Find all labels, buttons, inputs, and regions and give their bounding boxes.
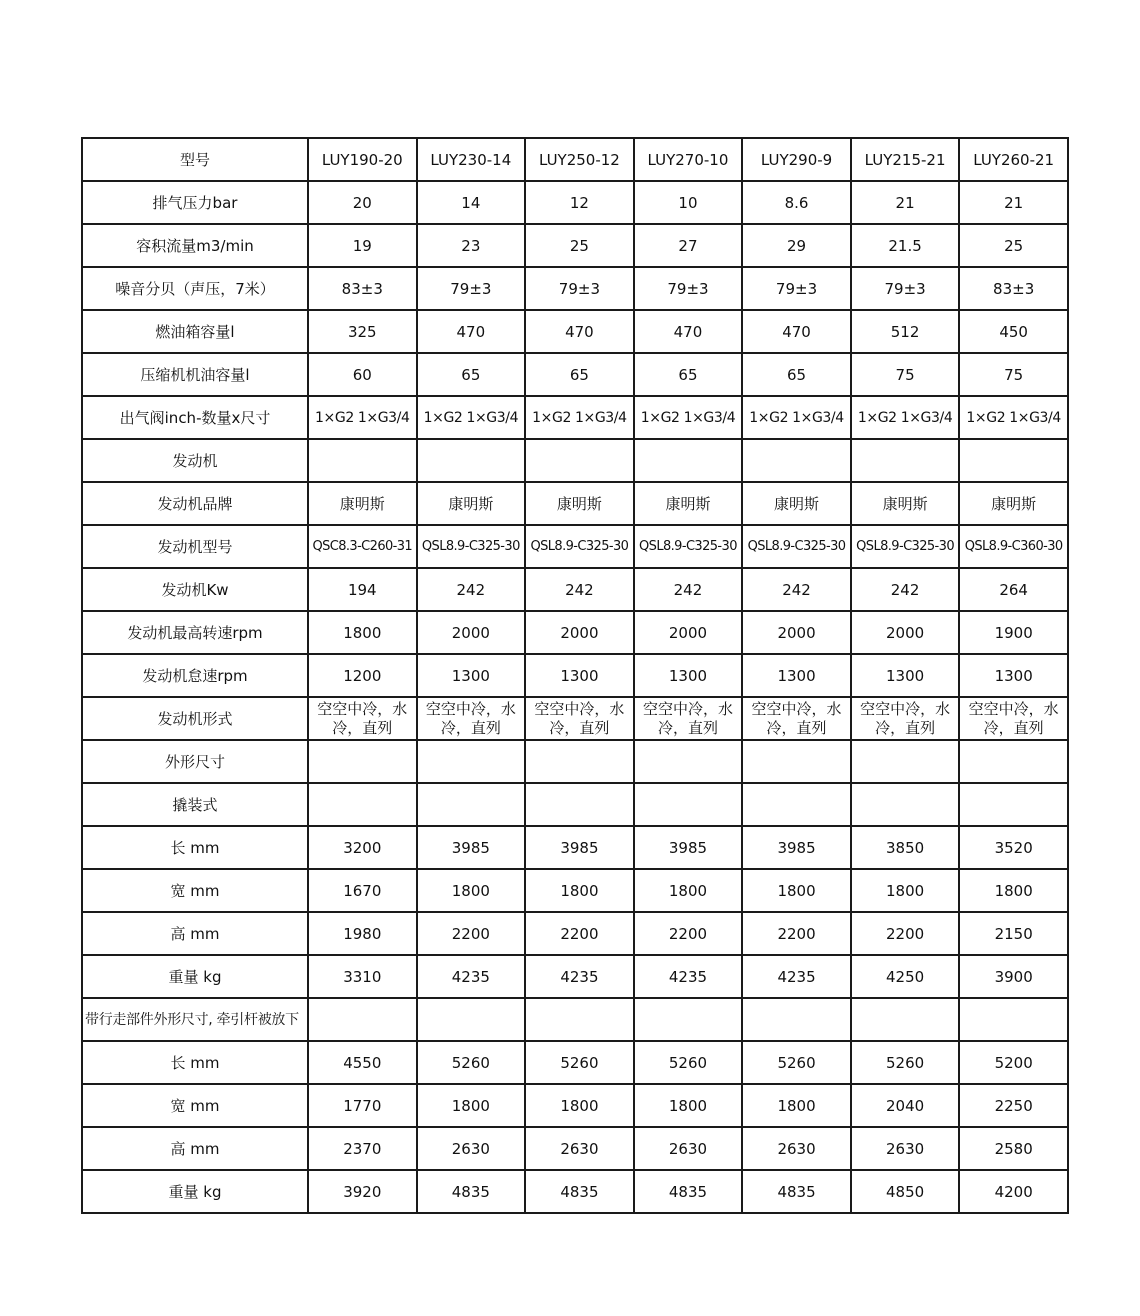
value-cell: 1800 bbox=[742, 1084, 851, 1127]
table-row bbox=[82, 955, 1068, 998]
value-cell bbox=[742, 998, 851, 1041]
value-cell: 1300 bbox=[851, 654, 960, 697]
value-cell: 79±3 bbox=[525, 267, 634, 310]
value-cell: 65 bbox=[742, 353, 851, 396]
value-cell: 5260 bbox=[742, 1041, 851, 1084]
table-row bbox=[82, 181, 1068, 224]
row-label-cell: 发动机最高转速rpm bbox=[82, 611, 308, 654]
model-header-cell: LUY215-21 bbox=[851, 138, 960, 181]
value-cell: 4200 bbox=[959, 1170, 1068, 1213]
value-cell: 4235 bbox=[634, 955, 743, 998]
model-header-cell: LUY260-21 bbox=[959, 138, 1068, 181]
value-cell bbox=[634, 439, 743, 482]
table-row bbox=[82, 525, 1068, 568]
value-cell: 空空中冷，水冷，直列 bbox=[308, 697, 417, 740]
value-cell: 2000 bbox=[417, 611, 526, 654]
value-cell: 4235 bbox=[417, 955, 526, 998]
model-header-cell: LUY190-20 bbox=[308, 138, 417, 181]
value-cell: 康明斯 bbox=[742, 482, 851, 525]
value-cell: 1800 bbox=[525, 1084, 634, 1127]
value-cell: 2150 bbox=[959, 912, 1068, 955]
row-label-cell: 发动机怠速rpm bbox=[82, 654, 308, 697]
value-cell: 242 bbox=[742, 568, 851, 611]
value-cell bbox=[851, 439, 960, 482]
table-row bbox=[82, 912, 1068, 955]
value-cell: 83±3 bbox=[959, 267, 1068, 310]
value-cell: 康明斯 bbox=[525, 482, 634, 525]
value-cell bbox=[959, 783, 1068, 826]
row-label-cell: 重量 kg bbox=[82, 1170, 308, 1213]
value-cell: 14 bbox=[417, 181, 526, 224]
value-cell: 3985 bbox=[525, 826, 634, 869]
value-cell: 1×G2 1×G3/4 bbox=[634, 396, 743, 439]
row-label-cell: 发动机形式 bbox=[82, 697, 308, 740]
table-row bbox=[82, 654, 1068, 697]
value-cell: 1300 bbox=[417, 654, 526, 697]
value-cell: 空空中冷，水冷，直列 bbox=[417, 697, 526, 740]
row-label-cell: 出气阀inch-数量x尺寸 bbox=[82, 396, 308, 439]
value-cell: 79±3 bbox=[742, 267, 851, 310]
value-cell: 2370 bbox=[308, 1127, 417, 1170]
table-row bbox=[82, 998, 1068, 1041]
header-label-cell: 型号 bbox=[82, 138, 308, 181]
value-cell: 2630 bbox=[742, 1127, 851, 1170]
value-cell: 4550 bbox=[308, 1041, 417, 1084]
model-header-cell: LUY250-12 bbox=[525, 138, 634, 181]
value-cell: 2630 bbox=[851, 1127, 960, 1170]
value-cell: 25 bbox=[959, 224, 1068, 267]
value-cell bbox=[525, 439, 634, 482]
value-cell: 5260 bbox=[634, 1041, 743, 1084]
value-cell: 75 bbox=[851, 353, 960, 396]
value-cell: 450 bbox=[959, 310, 1068, 353]
table-row bbox=[82, 568, 1068, 611]
value-cell: 19 bbox=[308, 224, 417, 267]
value-cell: 60 bbox=[308, 353, 417, 396]
value-cell: 242 bbox=[417, 568, 526, 611]
value-cell bbox=[742, 439, 851, 482]
table-row bbox=[82, 310, 1068, 353]
value-cell: 2200 bbox=[634, 912, 743, 955]
value-cell: 1×G2 1×G3/4 bbox=[851, 396, 960, 439]
value-cell: 2200 bbox=[525, 912, 634, 955]
value-cell bbox=[525, 998, 634, 1041]
value-cell: 79±3 bbox=[417, 267, 526, 310]
value-cell: 1×G2 1×G3/4 bbox=[417, 396, 526, 439]
value-cell: 空空中冷，水冷，直列 bbox=[959, 697, 1068, 740]
value-cell: 1770 bbox=[308, 1084, 417, 1127]
value-cell: 470 bbox=[417, 310, 526, 353]
value-cell: 2000 bbox=[851, 611, 960, 654]
value-cell: 1800 bbox=[308, 611, 417, 654]
value-cell: 康明斯 bbox=[417, 482, 526, 525]
table-row bbox=[82, 353, 1068, 396]
table-row bbox=[82, 783, 1068, 826]
value-cell: 4235 bbox=[525, 955, 634, 998]
value-cell: 2000 bbox=[634, 611, 743, 654]
value-cell: 4835 bbox=[634, 1170, 743, 1213]
value-cell: 2630 bbox=[634, 1127, 743, 1170]
value-cell: 3900 bbox=[959, 955, 1068, 998]
value-cell: 康明斯 bbox=[851, 482, 960, 525]
row-label-cell: 容积流量m3/min bbox=[82, 224, 308, 267]
value-cell: QSL8.9-C360-30 bbox=[959, 525, 1068, 568]
value-cell: 2630 bbox=[417, 1127, 526, 1170]
value-cell: QSL8.9-C325-30 bbox=[417, 525, 526, 568]
value-cell: 1980 bbox=[308, 912, 417, 955]
value-cell: 3310 bbox=[308, 955, 417, 998]
value-cell: 65 bbox=[525, 353, 634, 396]
table-row bbox=[82, 869, 1068, 912]
row-label-cell: 重量 kg bbox=[82, 955, 308, 998]
value-cell: QSC8.3-C260-31 bbox=[308, 525, 417, 568]
value-cell bbox=[851, 740, 960, 783]
row-label-cell: 发动机Kw bbox=[82, 568, 308, 611]
value-cell: 1800 bbox=[742, 869, 851, 912]
value-cell bbox=[851, 998, 960, 1041]
value-cell bbox=[959, 439, 1068, 482]
value-cell: 2630 bbox=[525, 1127, 634, 1170]
value-cell: 29 bbox=[742, 224, 851, 267]
value-cell: QSL8.9-C325-30 bbox=[634, 525, 743, 568]
value-cell: 2200 bbox=[742, 912, 851, 955]
value-cell: 242 bbox=[634, 568, 743, 611]
value-cell: 康明斯 bbox=[308, 482, 417, 525]
value-cell: 5260 bbox=[851, 1041, 960, 1084]
value-cell: 康明斯 bbox=[634, 482, 743, 525]
value-cell: 2200 bbox=[417, 912, 526, 955]
model-header-cell: LUY290-9 bbox=[742, 138, 851, 181]
value-cell bbox=[308, 783, 417, 826]
model-header-cell: LUY270-10 bbox=[634, 138, 743, 181]
value-cell: 470 bbox=[634, 310, 743, 353]
value-cell: 325 bbox=[308, 310, 417, 353]
table-row bbox=[82, 267, 1068, 310]
table-row bbox=[82, 611, 1068, 654]
value-cell: 65 bbox=[417, 353, 526, 396]
value-cell: 3520 bbox=[959, 826, 1068, 869]
value-cell: 4835 bbox=[417, 1170, 526, 1213]
table-header-row bbox=[82, 138, 1068, 181]
value-cell: 21 bbox=[851, 181, 960, 224]
value-cell bbox=[417, 740, 526, 783]
row-label-cell: 噪音分贝（声压，7米） bbox=[82, 267, 308, 310]
value-cell: 4250 bbox=[851, 955, 960, 998]
row-label-cell: 长 mm bbox=[82, 826, 308, 869]
value-cell: 1670 bbox=[308, 869, 417, 912]
table-row bbox=[82, 224, 1068, 267]
value-cell: 1300 bbox=[959, 654, 1068, 697]
row-label-cell: 高 mm bbox=[82, 1127, 308, 1170]
value-cell: 1800 bbox=[959, 869, 1068, 912]
table-row bbox=[82, 482, 1068, 525]
value-cell: 83±3 bbox=[308, 267, 417, 310]
value-cell: 3920 bbox=[308, 1170, 417, 1213]
value-cell: 1800 bbox=[851, 869, 960, 912]
value-cell bbox=[634, 783, 743, 826]
value-cell bbox=[417, 439, 526, 482]
value-cell: 2000 bbox=[742, 611, 851, 654]
value-cell: 10 bbox=[634, 181, 743, 224]
row-label-cell: 高 mm bbox=[82, 912, 308, 955]
value-cell bbox=[742, 740, 851, 783]
value-cell: 27 bbox=[634, 224, 743, 267]
value-cell: 242 bbox=[851, 568, 960, 611]
value-cell: 1800 bbox=[417, 869, 526, 912]
value-cell bbox=[308, 740, 417, 783]
value-cell: 512 bbox=[851, 310, 960, 353]
value-cell: 1800 bbox=[417, 1084, 526, 1127]
table-row bbox=[82, 396, 1068, 439]
value-cell bbox=[525, 740, 634, 783]
value-cell: 1300 bbox=[525, 654, 634, 697]
table-row bbox=[82, 1084, 1068, 1127]
value-cell: 1300 bbox=[742, 654, 851, 697]
value-cell: 65 bbox=[634, 353, 743, 396]
row-label-cell: 外形尺寸 bbox=[82, 740, 308, 783]
model-header-cell: LUY230-14 bbox=[417, 138, 526, 181]
row-label-cell: 发动机型号 bbox=[82, 525, 308, 568]
row-label-cell: 撬装式 bbox=[82, 783, 308, 826]
value-cell: 2200 bbox=[851, 912, 960, 955]
value-cell: 3985 bbox=[742, 826, 851, 869]
table-row bbox=[82, 826, 1068, 869]
value-cell: 4835 bbox=[742, 1170, 851, 1213]
table-row bbox=[82, 1170, 1068, 1213]
row-label-cell: 排气压力bar bbox=[82, 181, 308, 224]
spec-table bbox=[81, 137, 1069, 1214]
value-cell: 1800 bbox=[634, 1084, 743, 1127]
value-cell: 79±3 bbox=[851, 267, 960, 310]
value-cell: 1×G2 1×G3/4 bbox=[959, 396, 1068, 439]
value-cell: 1200 bbox=[308, 654, 417, 697]
value-cell: 空空中冷，水冷，直列 bbox=[742, 697, 851, 740]
value-cell: 23 bbox=[417, 224, 526, 267]
value-cell: QSL8.9-C325-30 bbox=[525, 525, 634, 568]
value-cell: 1800 bbox=[634, 869, 743, 912]
value-cell bbox=[525, 783, 634, 826]
value-cell: 194 bbox=[308, 568, 417, 611]
value-cell bbox=[417, 783, 526, 826]
value-cell: 3200 bbox=[308, 826, 417, 869]
value-cell: 242 bbox=[525, 568, 634, 611]
value-cell bbox=[308, 998, 417, 1041]
value-cell bbox=[959, 998, 1068, 1041]
value-cell: 1×G2 1×G3/4 bbox=[525, 396, 634, 439]
table-row bbox=[82, 1127, 1068, 1170]
value-cell: 5260 bbox=[417, 1041, 526, 1084]
row-label-cell: 发动机 bbox=[82, 439, 308, 482]
value-cell: 3985 bbox=[634, 826, 743, 869]
row-label-cell: 燃油箱容量l bbox=[82, 310, 308, 353]
value-cell: 1×G2 1×G3/4 bbox=[742, 396, 851, 439]
value-cell: 康明斯 bbox=[959, 482, 1068, 525]
value-cell: 3985 bbox=[417, 826, 526, 869]
value-cell bbox=[742, 783, 851, 826]
value-cell: 1×G2 1×G3/4 bbox=[308, 396, 417, 439]
value-cell: 5260 bbox=[525, 1041, 634, 1084]
value-cell: 470 bbox=[742, 310, 851, 353]
value-cell: 79±3 bbox=[634, 267, 743, 310]
value-cell: 1900 bbox=[959, 611, 1068, 654]
value-cell: 470 bbox=[525, 310, 634, 353]
value-cell bbox=[634, 998, 743, 1041]
value-cell: 4850 bbox=[851, 1170, 960, 1213]
row-label-cell: 宽 mm bbox=[82, 1084, 308, 1127]
row-label-cell: 压缩机机油容量l bbox=[82, 353, 308, 396]
table-row bbox=[82, 740, 1068, 783]
spec-table-body bbox=[82, 138, 1068, 1213]
value-cell: 4835 bbox=[525, 1170, 634, 1213]
row-label-cell: 发动机品牌 bbox=[82, 482, 308, 525]
value-cell: 空空中冷，水冷，直列 bbox=[634, 697, 743, 740]
value-cell: 21.5 bbox=[851, 224, 960, 267]
table-row bbox=[82, 439, 1068, 482]
value-cell: 20 bbox=[308, 181, 417, 224]
value-cell: 空空中冷，水冷，直列 bbox=[525, 697, 634, 740]
value-cell: 8.6 bbox=[742, 181, 851, 224]
value-cell: 2040 bbox=[851, 1084, 960, 1127]
table-row bbox=[82, 1041, 1068, 1084]
table-row bbox=[82, 697, 1068, 740]
value-cell: 4235 bbox=[742, 955, 851, 998]
value-cell bbox=[851, 783, 960, 826]
value-cell: 12 bbox=[525, 181, 634, 224]
value-cell: 1300 bbox=[634, 654, 743, 697]
value-cell bbox=[959, 740, 1068, 783]
value-cell: 3850 bbox=[851, 826, 960, 869]
value-cell: 264 bbox=[959, 568, 1068, 611]
value-cell: QSL8.9-C325-30 bbox=[851, 525, 960, 568]
value-cell: 2580 bbox=[959, 1127, 1068, 1170]
value-cell bbox=[634, 740, 743, 783]
value-cell bbox=[417, 998, 526, 1041]
value-cell: 75 bbox=[959, 353, 1068, 396]
row-label-cell: 长 mm bbox=[82, 1041, 308, 1084]
value-cell: 2250 bbox=[959, 1084, 1068, 1127]
value-cell: 5200 bbox=[959, 1041, 1068, 1084]
value-cell: QSL8.9-C325-30 bbox=[742, 525, 851, 568]
row-label-cell: 带行走部件外形尺寸, 牵引杆被放下 bbox=[82, 998, 308, 1041]
value-cell: 空空中冷，水冷，直列 bbox=[851, 697, 960, 740]
value-cell: 25 bbox=[525, 224, 634, 267]
row-label-cell: 宽 mm bbox=[82, 869, 308, 912]
value-cell bbox=[308, 439, 417, 482]
value-cell: 2000 bbox=[525, 611, 634, 654]
value-cell: 1800 bbox=[525, 869, 634, 912]
value-cell: 21 bbox=[959, 181, 1068, 224]
